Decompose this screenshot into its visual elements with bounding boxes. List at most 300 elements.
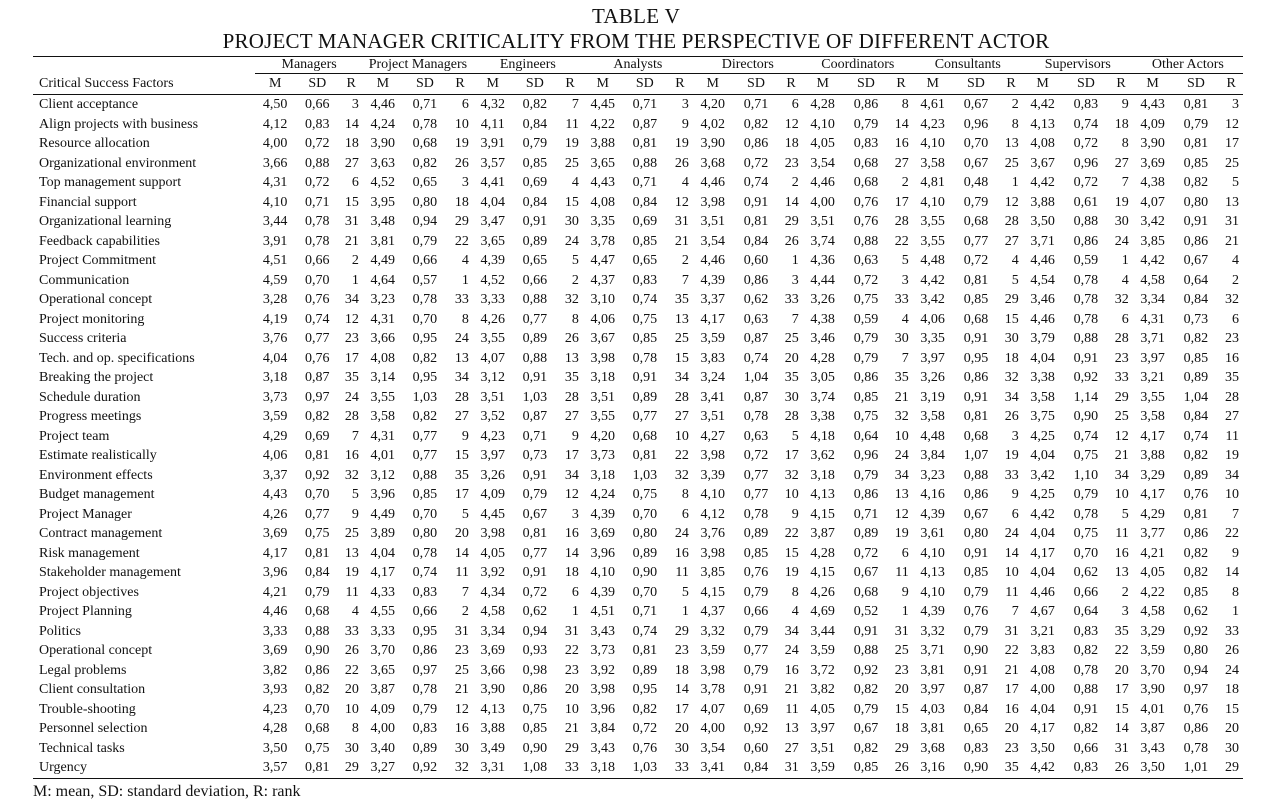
rank-cell: 17	[1004, 682, 1019, 697]
rank-cell: 29	[564, 740, 579, 756]
sd-cell: 0,68	[853, 175, 879, 190]
rank-cell: 13	[1004, 136, 1019, 151]
factor-name: Client consultation	[39, 682, 146, 697]
sd-cell: 0,92	[305, 467, 330, 483]
table-row	[33, 251, 1243, 271]
sd-cell: 0,62	[522, 604, 548, 619]
table-row	[33, 758, 1243, 778]
rank-cell: 26	[1114, 760, 1129, 775]
table-row	[33, 583, 1243, 603]
rank-cell: 3	[901, 272, 909, 288]
mean-cell: 3,58	[1030, 389, 1055, 405]
mean-cell: 4,61	[920, 97, 945, 112]
rank-cell: 31	[894, 623, 909, 639]
rank-cell: 2	[901, 175, 909, 190]
factor-name: Operational concept	[39, 292, 153, 307]
rank-cell: 32	[564, 292, 579, 307]
sd-cell: 0,83	[412, 584, 438, 600]
mean-cell: 3,96	[370, 487, 396, 502]
factor-name: Urgency	[39, 760, 87, 775]
rank-cell: 26	[1225, 643, 1239, 658]
mean-cell: 3,58	[920, 409, 945, 424]
rank-cell: 20	[454, 526, 469, 541]
table-row	[33, 134, 1243, 154]
mean-cell: 3,26	[810, 292, 835, 307]
mean-cell: 3,51	[810, 214, 835, 229]
rank-cell: 3	[791, 272, 799, 288]
mean-cell: 3,55	[1140, 389, 1165, 405]
mean-cell: 3,21	[1030, 623, 1055, 639]
sd-cell: 0,78	[632, 350, 658, 366]
mean-cell: 4,05	[810, 701, 835, 717]
sd-cell: 0,70	[963, 136, 989, 151]
rank-cell: 20	[674, 721, 689, 736]
factor-name: Organizational learning	[39, 214, 172, 229]
rank-cell: 10	[454, 116, 469, 132]
sd-cell: 0,89	[853, 526, 879, 541]
rank-cell: 2	[1121, 584, 1129, 600]
rank-cell: 31	[1004, 623, 1019, 639]
rank-cell: 2	[681, 253, 689, 268]
sd-cell: 0,75	[632, 487, 658, 502]
rank-cell: 21	[1225, 233, 1239, 249]
mean-cell: 3,37	[262, 467, 288, 483]
sd-cell: 0,60	[743, 253, 769, 268]
sd-cell: 0,85	[522, 155, 548, 171]
sd-cell: 0,87	[632, 116, 658, 132]
rank-cell: 35	[674, 292, 689, 307]
sd-cell: 0,72	[305, 136, 330, 151]
sd-cell: 0,92	[412, 760, 438, 775]
sd-cell: 0,74	[632, 292, 658, 307]
sd-cell: 0,86	[412, 643, 438, 658]
rank-cell: 12	[1225, 116, 1239, 132]
rank-cell: 27	[344, 155, 359, 171]
mean-cell: 3,18	[590, 760, 615, 775]
mean-cell: 4,26	[262, 506, 288, 522]
mean-cell: 3,98	[700, 194, 725, 210]
sd-cell: 0,88	[1073, 682, 1099, 697]
sd-cell: 0,88	[305, 623, 330, 639]
sd-cell: 0,94	[1183, 662, 1209, 678]
rank-cell: 31	[674, 214, 689, 229]
sd-cell: 0,85	[632, 331, 658, 346]
sd-cell: 0,80	[412, 526, 438, 541]
column-header-m: M	[816, 76, 829, 91]
sd-cell: 0,86	[522, 682, 548, 697]
sd-cell: 0,71	[305, 194, 330, 210]
rank-cell: 11	[1225, 428, 1239, 444]
mean-cell: 4,38	[1140, 175, 1165, 190]
mean-cell: 3,35	[590, 214, 615, 229]
column-header-sd: SD	[308, 76, 327, 91]
mean-cell: 3,57	[262, 760, 288, 775]
mean-cell: 3,51	[700, 409, 725, 424]
mean-cell: 3,83	[1030, 643, 1055, 658]
sd-cell: 0,83	[632, 272, 658, 288]
sd-cell: 0,76	[853, 194, 879, 210]
sd-cell: 0,76	[1183, 701, 1209, 717]
sd-cell: 0,82	[412, 155, 438, 171]
rank-cell: 2	[351, 253, 359, 268]
rank-cell: 14	[784, 194, 799, 210]
sd-cell: 0,70	[412, 311, 438, 327]
rank-cell: 6	[351, 175, 359, 190]
mean-cell: 4,50	[262, 97, 288, 112]
factor-name: Environment effects	[39, 467, 153, 483]
rank-cell: 17	[894, 194, 909, 210]
rank-cell: 22	[454, 233, 469, 249]
sd-cell: 0,70	[305, 701, 330, 717]
sd-cell: 0,87	[743, 389, 769, 405]
sd-cell: 0,69	[305, 428, 330, 444]
table-title: PROJECT MANAGER CRITICALITY FROM THE PERSPECTIVE OF DIFFERENT ACTOR	[222, 29, 1050, 53]
rank-cell: 25	[1225, 155, 1239, 171]
table-row	[33, 680, 1243, 700]
mean-cell: 4,31	[370, 428, 396, 444]
mean-cell: 3,54	[810, 155, 835, 171]
sd-cell: 0,82	[1183, 448, 1209, 463]
mean-cell: 3,58	[920, 155, 945, 171]
mean-cell: 4,39	[920, 604, 945, 619]
sd-cell: 0,67	[1183, 253, 1209, 268]
mean-cell: 3,73	[590, 643, 615, 658]
factor-name: Top management support	[39, 175, 182, 190]
sd-cell: 0,84	[1183, 409, 1209, 424]
rank-cell: 12	[344, 311, 359, 327]
mean-cell: 3,77	[1140, 526, 1165, 541]
rank-cell: 34	[344, 292, 359, 307]
factor-name: Tech. and op. specifications	[39, 350, 195, 366]
sd-cell: 0,79	[412, 233, 438, 249]
sd-cell: 0,81	[1183, 97, 1209, 112]
table-row	[33, 719, 1243, 739]
rank-cell: 28	[894, 214, 909, 229]
sd-cell: 0,86	[743, 272, 769, 288]
mean-cell: 3,29	[1140, 467, 1165, 483]
sd-cell: 0,74	[632, 623, 658, 639]
sd-cell: 0,70	[632, 506, 658, 522]
sd-cell: 0,60	[743, 740, 769, 756]
sd-cell: 1,08	[522, 760, 548, 775]
column-header-row	[33, 74, 1243, 95]
sd-cell: 0,85	[743, 545, 769, 561]
sd-cell: 0,91	[743, 682, 769, 697]
sd-cell: 0,68	[412, 136, 438, 151]
mean-cell: 4,45	[480, 506, 506, 522]
column-header-r: R	[786, 76, 796, 91]
rank-cell: 5	[351, 487, 359, 502]
sd-cell: 0,85	[1183, 350, 1209, 366]
mean-cell: 3,66	[370, 331, 396, 346]
factor-name: Success criteria	[39, 331, 127, 346]
sd-cell: 0,89	[632, 545, 658, 561]
mean-cell: 4,48	[920, 253, 945, 268]
rank-cell: 33	[1004, 467, 1019, 483]
rank-cell: 33	[344, 623, 359, 639]
mean-cell: 4,04	[1030, 350, 1055, 366]
mean-cell: 3,65	[370, 662, 396, 678]
sd-cell: 0,78	[743, 506, 769, 522]
sd-cell: 0,66	[412, 604, 438, 619]
sd-cell: 0,77	[743, 643, 769, 658]
rank-cell: 30	[564, 214, 579, 229]
mean-cell: 4,00	[370, 721, 396, 736]
rank-cell: 20	[1114, 662, 1129, 678]
mean-cell: 4,49	[370, 253, 396, 268]
mean-cell: 4,45	[590, 97, 615, 112]
rank-cell: 23	[1004, 740, 1019, 756]
sd-cell: 0,66	[743, 604, 769, 619]
rank-cell: 29	[1114, 389, 1129, 405]
mean-cell: 4,03	[920, 701, 945, 717]
sd-cell: 1,01	[1183, 760, 1209, 775]
rank-cell: 28	[564, 389, 579, 405]
mean-cell: 3,59	[700, 331, 725, 346]
sd-cell: 0,83	[305, 116, 330, 132]
mean-cell: 4,42	[1030, 506, 1055, 522]
rank-cell: 11	[675, 565, 689, 580]
rank-cell: 30	[784, 389, 799, 405]
mean-cell: 4,17	[700, 311, 725, 327]
sd-cell: 0,91	[1073, 350, 1099, 366]
sd-cell: 0,90	[522, 740, 548, 756]
mean-cell: 3,82	[810, 682, 835, 697]
mean-cell: 3,70	[370, 643, 396, 658]
rank-cell: 21	[1004, 662, 1019, 678]
mean-cell: 3,88	[1140, 448, 1165, 463]
mean-cell: 3,34	[1140, 292, 1165, 307]
mean-cell: 4,02	[700, 116, 725, 132]
rank-cell: 26	[784, 233, 799, 249]
mean-cell: 4,07	[1140, 194, 1165, 210]
rank-cell: 19	[1114, 194, 1129, 210]
mean-cell: 4,00	[700, 721, 725, 736]
rank-cell: 35	[564, 370, 579, 385]
mean-cell: 3,79	[1030, 331, 1055, 346]
mean-cell: 4,37	[590, 272, 615, 288]
rank-cell: 6	[1011, 506, 1019, 522]
column-header-m: M	[596, 76, 609, 91]
mean-cell: 3,87	[370, 682, 396, 697]
sd-cell: 0,77	[305, 506, 330, 522]
rank-cell: 27	[1225, 409, 1239, 424]
rank-cell: 7	[901, 350, 909, 366]
sd-cell: 0,87	[522, 409, 548, 424]
sd-cell: 0,81	[632, 136, 658, 151]
rank-cell: 23	[674, 643, 689, 658]
factor-name: Legal problems	[39, 662, 127, 678]
mean-cell: 4,00	[1030, 682, 1055, 697]
table-row	[33, 95, 1243, 115]
sd-cell: 0,89	[632, 389, 658, 405]
sd-cell: 0,74	[305, 311, 330, 327]
factor-name: Breaking the project	[39, 370, 154, 385]
mean-cell: 4,17	[1030, 545, 1055, 561]
column-header-r: R	[346, 76, 356, 91]
sd-cell: 0,79	[522, 136, 548, 151]
sd-cell: 0,81	[963, 409, 989, 424]
rank-cell: 14	[1114, 721, 1129, 736]
mean-cell: 4,19	[262, 311, 288, 327]
sd-cell: 0,76	[305, 350, 330, 366]
mean-cell: 4,12	[262, 116, 288, 132]
mean-cell: 4,04	[1030, 565, 1055, 580]
mean-cell: 4,23	[480, 428, 506, 444]
rank-cell: 11	[895, 565, 909, 580]
rank-cell: 12	[894, 506, 909, 522]
rank-cell: 35	[1114, 623, 1129, 639]
sd-cell: 0,91	[632, 370, 658, 385]
mean-cell: 3,58	[370, 409, 396, 424]
rank-cell: 6	[681, 506, 689, 522]
rank-cell: 17	[564, 448, 579, 463]
sd-cell: 1,03	[632, 467, 658, 483]
rank-cell: 5	[681, 584, 689, 600]
sd-cell: 0,82	[522, 97, 548, 112]
sd-cell: 0,89	[1183, 370, 1209, 385]
rank-cell: 12	[784, 116, 799, 132]
table-row	[33, 310, 1243, 330]
rank-cell: 3	[1121, 604, 1129, 619]
rank-cell: 12	[564, 487, 579, 502]
rank-cell: 8	[681, 487, 689, 502]
mean-cell: 3,85	[1140, 233, 1165, 249]
mean-cell: 3,44	[810, 623, 835, 639]
rank-cell: 34	[1114, 467, 1129, 483]
sd-cell: 0,95	[963, 350, 989, 366]
sd-cell: 0,89	[1183, 467, 1209, 483]
mean-cell: 4,08	[1030, 662, 1055, 678]
mean-cell: 4,39	[480, 253, 506, 268]
rank-cell: 8	[351, 721, 359, 736]
factor-name: Schedule duration	[39, 389, 141, 405]
mean-cell: 4,04	[1030, 701, 1055, 717]
mean-cell: 4,28	[810, 97, 835, 112]
mean-cell: 4,58	[480, 604, 506, 619]
sd-cell: 0,88	[522, 292, 548, 307]
rank-cell: 7	[461, 584, 469, 600]
rank-cell: 9	[791, 506, 799, 522]
rank-cell: 9	[571, 428, 579, 444]
mean-cell: 4,44	[810, 272, 835, 288]
rank-cell: 4	[571, 175, 579, 190]
mean-cell: 4,17	[262, 545, 288, 561]
mean-cell: 4,21	[262, 584, 288, 600]
rank-cell: 4	[1232, 253, 1239, 268]
mean-cell: 4,15	[810, 506, 835, 522]
rank-cell: 24	[1004, 526, 1019, 541]
sd-cell: 0,80	[1183, 194, 1209, 210]
rank-cell: 12	[674, 194, 689, 210]
sd-cell: 0,69	[632, 214, 658, 229]
mean-cell: 3,33	[262, 623, 288, 639]
rank-cell: 8	[1011, 116, 1019, 132]
mean-cell: 4,51	[262, 253, 288, 268]
mean-cell: 4,04	[1030, 448, 1055, 463]
rank-cell: 18	[784, 136, 799, 151]
sd-cell: 0,81	[632, 643, 658, 658]
sd-cell: 0,79	[743, 662, 769, 678]
sd-cell: 0,89	[743, 526, 769, 541]
sd-cell: 0,78	[412, 116, 438, 132]
rank-cell: 35	[454, 467, 469, 483]
factor-name: Resource allocation	[39, 136, 150, 151]
mean-cell: 3,54	[700, 740, 725, 756]
mean-cell: 3,51	[590, 389, 615, 405]
rank-cell: 18	[564, 565, 579, 580]
mean-cell: 3,51	[700, 214, 725, 229]
rank-cell: 1	[571, 604, 579, 619]
mean-cell: 4,26	[810, 584, 835, 600]
mean-cell: 4,26	[480, 311, 506, 327]
rank-cell: 7	[1121, 175, 1129, 190]
factor-name: Communication	[39, 272, 130, 288]
mean-cell: 4,28	[810, 545, 835, 561]
rank-cell: 10	[784, 487, 799, 502]
sd-cell: 0,96	[853, 448, 879, 463]
sd-cell: 0,76	[963, 604, 989, 619]
rank-cell: 11	[785, 701, 799, 717]
sd-cell: 0,66	[1073, 584, 1099, 600]
sd-cell: 0,67	[963, 97, 989, 112]
rank-cell: 2	[461, 604, 469, 619]
sd-cell: 0,77	[305, 331, 330, 346]
column-header-sd: SD	[1186, 76, 1205, 91]
group-header: Directors	[693, 57, 803, 74]
rank-cell: 27	[674, 409, 689, 424]
sd-cell: 0,74	[743, 175, 769, 190]
rank-cell: 7	[1011, 604, 1019, 619]
sd-cell: 0,78	[412, 545, 438, 561]
mean-cell: 4,42	[1030, 175, 1055, 190]
sd-cell: 0,70	[412, 506, 438, 522]
sd-cell: 0,86	[1183, 526, 1209, 541]
mean-cell: 4,10	[810, 116, 835, 132]
sd-cell: 0,81	[522, 526, 548, 541]
sd-cell: 0,68	[963, 311, 989, 327]
mean-cell: 4,37	[700, 604, 725, 619]
mean-cell: 3,84	[590, 721, 615, 736]
rank-cell: 30	[674, 740, 689, 756]
mean-cell: 3,43	[590, 740, 615, 756]
mean-cell: 4,24	[590, 487, 615, 502]
sd-cell: 0,64	[1073, 604, 1099, 619]
sd-cell: 0,67	[963, 155, 989, 171]
sd-cell: 0,74	[1073, 428, 1099, 444]
sd-cell: 0,72	[1073, 136, 1099, 151]
mean-cell: 3,57	[480, 155, 506, 171]
mean-cell: 4,29	[1140, 506, 1165, 522]
rank-cell: 17	[344, 350, 359, 366]
sd-cell: 0,69	[522, 175, 548, 190]
factor-name: Project Planning	[39, 604, 132, 619]
column-header-r: R	[1226, 76, 1236, 91]
rank-cell: 18	[344, 136, 359, 151]
sd-cell: 0,76	[1183, 487, 1209, 502]
rank-cell: 29	[454, 214, 469, 229]
factor-name: Estimate realistically	[39, 448, 157, 463]
mean-cell: 3,66	[480, 662, 506, 678]
mean-cell: 3,24	[700, 370, 725, 385]
rank-cell: 24	[344, 389, 359, 405]
rank-cell: 2	[571, 272, 579, 288]
sd-cell: 0,90	[1073, 409, 1099, 424]
rank-cell: 6	[1232, 311, 1239, 327]
rank-cell: 6	[791, 97, 799, 112]
rank-cell: 1	[1011, 175, 1019, 190]
column-header-m: M	[486, 76, 499, 91]
